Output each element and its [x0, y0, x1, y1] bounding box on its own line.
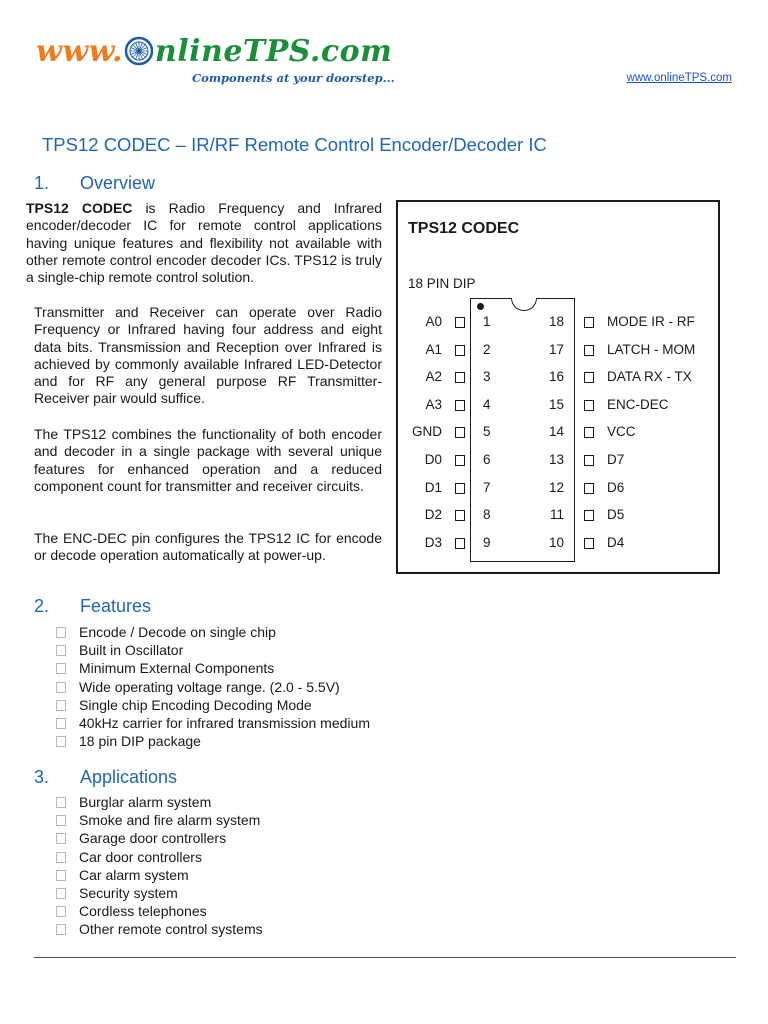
- bullet-box-icon: [56, 797, 66, 808]
- right-pin-square: [584, 538, 594, 549]
- right-pin-label: ENC-DEC: [607, 396, 669, 412]
- list-item: [56, 623, 370, 641]
- list-item-text: Smoke and fire alarm system: [79, 812, 261, 829]
- list-item: [56, 678, 370, 696]
- features-heading: [34, 596, 151, 617]
- list-item-text: Built in Oscillator: [79, 642, 184, 659]
- bullet-box-icon: [56, 700, 66, 711]
- right-pin-number: 12: [548, 479, 564, 495]
- list-item-text: Wide operating voltage range. (2.0 - 5.5V): [79, 678, 340, 695]
- bullet-box-icon: [56, 870, 66, 881]
- left-pin-number: 6: [483, 452, 491, 467]
- left-pin-number: 4: [483, 396, 491, 412]
- features-number: 2.: [34, 596, 50, 616]
- left-pin-square: [455, 345, 465, 356]
- list-item-text: Car alarm system: [79, 866, 189, 883]
- footer-divider: [34, 957, 736, 958]
- list-item-text: Garage door controllers: [79, 830, 227, 847]
- list-item: [56, 848, 263, 866]
- left-pin-square: [455, 372, 465, 383]
- right-pin-square: [584, 372, 594, 383]
- overview-paragraph-2: Transmitter and Receiver can operate over Radio Frequency or Infrared having four address and eight data bits. Transmission and Reception over Infrared is achieved by commonly available Infrared LED-Detector and for RF any general purpose RF Transmitter-Receiver pair would suffice.: [34, 304, 382, 407]
- left-pin-number: 8: [483, 507, 491, 523]
- list-item: [56, 829, 263, 847]
- overview-paragraph-4: The ENC-DEC pin configures the TPS12 IC for encode or decode operation automatically at power-up.: [34, 530, 382, 564]
- overview-heading: [34, 173, 155, 194]
- overview-paragraph-1-text: is Radio Frequency and Infrared encoder/decoder IC for remote control applications having unique features and flexibility not available with other remote control encoder decoder ICs. TPS12 is truly a single-chip remote control solution.: [26, 200, 383, 286]
- right-pin-square: [584, 400, 594, 411]
- right-pin-number: 11: [549, 507, 564, 523]
- product-name: TPS12 CODEC: [26, 200, 133, 216]
- logo-suffix: .com: [309, 34, 393, 69]
- left-pin-number: 2: [483, 341, 491, 357]
- right-pin-number: 13: [548, 452, 564, 467]
- left-pin-square: [455, 455, 465, 466]
- right-pin-number: 16: [548, 369, 564, 385]
- left-pin-label: D3: [424, 534, 442, 550]
- bullet-box-icon: [56, 833, 66, 844]
- left-pin-square: [455, 538, 465, 549]
- left-pin-label: A3: [425, 396, 442, 412]
- list-item: [56, 659, 370, 677]
- bullet-box-icon: [56, 663, 66, 674]
- site-logo[interactable]: [36, 30, 396, 92]
- left-pin-number: 1: [483, 314, 491, 329]
- list-item-text: Cordless telephones: [79, 903, 207, 920]
- left-pin-number: 5: [483, 424, 491, 440]
- website-link[interactable]: www.onlineTPS.com: [626, 72, 732, 84]
- left-pin-label: GND: [412, 424, 442, 440]
- list-item-text: Encode / Decode on single chip: [79, 624, 276, 640]
- overview-paragraph-1: [26, 200, 382, 286]
- left-pin-square: [455, 483, 465, 494]
- bullet-box-icon: [56, 924, 66, 935]
- pin1-marker-dot: [477, 303, 484, 310]
- right-pin-number: 17: [548, 341, 564, 357]
- list-item-text: 18 pin DIP package: [79, 733, 201, 750]
- applications-title: Applications: [80, 767, 178, 787]
- right-pin-label: D7: [607, 452, 625, 467]
- right-pin-number: 14: [548, 424, 564, 440]
- bullet-box-icon: [56, 736, 66, 747]
- left-pin-label: D1: [424, 479, 442, 495]
- left-pin-number: 7: [483, 479, 491, 495]
- right-pin-label: MODE IR - RF: [607, 314, 695, 329]
- pinout-package: 18 PIN DIP: [408, 276, 476, 291]
- overview-title: Overview: [80, 173, 156, 193]
- bullet-box-icon: [56, 852, 66, 863]
- features-list: [56, 623, 370, 750]
- left-pin-label: D2: [424, 507, 442, 523]
- left-pin-label: D0: [424, 452, 442, 467]
- right-pin-label: D4: [607, 534, 625, 550]
- bullet-box-icon: [56, 888, 66, 899]
- list-item: [56, 714, 370, 732]
- right-pin-label: LATCH - MOM: [607, 341, 696, 357]
- bullet-box-icon: [56, 906, 66, 917]
- right-pin-label: DATA RX - TX: [607, 369, 692, 385]
- left-pin-number: 9: [483, 534, 491, 550]
- right-pin-label: D5: [607, 507, 625, 523]
- chakra-icon: [124, 36, 154, 66]
- list-item: [56, 696, 370, 714]
- right-pin-number: 15: [548, 396, 564, 412]
- logo-name: nlineTPS: [154, 34, 310, 69]
- pinout-diagram: [396, 200, 720, 574]
- left-pin-label: A1: [425, 341, 442, 357]
- overview-paragraph-3: The TPS12 combines the functionality of both encoder and decoder in a single package with several unique features for enhanced operation and a reduced component count for transmitter and receiver circuits.: [34, 426, 382, 494]
- chip-notch: [511, 298, 537, 311]
- list-item-text: Single chip Encoding Decoding Mode: [79, 696, 312, 713]
- list-item-text: 40kHz carrier for infrared transmission medium: [79, 714, 370, 731]
- logo-prefix: www.: [36, 34, 123, 69]
- list-item: [56, 793, 263, 811]
- right-pin-square: [584, 455, 594, 466]
- list-item-text: Burglar alarm system: [79, 794, 212, 810]
- logo-tagline: Components at your doorstep...: [192, 71, 395, 85]
- list-item-text: Minimum External Components: [79, 660, 275, 677]
- overview-number: 1.: [34, 173, 50, 193]
- list-item: [56, 866, 263, 884]
- bullet-box-icon: [56, 645, 66, 656]
- right-pin-number: 10: [548, 534, 564, 550]
- bullet-box-icon: [56, 627, 66, 638]
- list-item-text: Other remote control systems: [79, 921, 263, 938]
- right-pin-square: [584, 427, 594, 438]
- bullet-box-icon: [56, 815, 66, 826]
- applications-heading: [34, 767, 177, 788]
- bullet-box-icon: [56, 682, 66, 693]
- list-item-text: Car door controllers: [79, 848, 202, 865]
- left-pin-square: [455, 317, 465, 328]
- left-pin-square: [455, 400, 465, 411]
- applications-list: [56, 793, 263, 939]
- right-pin-label: VCC: [607, 424, 636, 440]
- right-pin-label: D6: [607, 479, 625, 495]
- left-pin-square: [455, 510, 465, 521]
- list-item: [56, 732, 370, 750]
- right-pin-square: [584, 510, 594, 521]
- right-pin-number: 18: [548, 314, 564, 329]
- list-item: [56, 811, 263, 829]
- document-title: TPS12 CODEC – IR/RF Remote Control Encoder/Decoder IC: [42, 134, 547, 155]
- features-title: Features: [80, 596, 152, 616]
- logo-wordmark: [36, 34, 392, 69]
- list-item: [56, 884, 263, 902]
- right-pin-square: [584, 345, 594, 356]
- left-pin-square: [455, 427, 465, 438]
- list-item: [56, 920, 263, 938]
- left-pin-number: 3: [483, 369, 491, 385]
- pinout-title: TPS12 CODEC: [408, 220, 520, 237]
- left-pin-label: A2: [425, 369, 442, 385]
- right-pin-square: [584, 483, 594, 494]
- right-pin-square: [584, 317, 594, 328]
- list-item: [56, 902, 263, 920]
- left-pin-label: A0: [425, 314, 442, 329]
- bullet-box-icon: [56, 718, 66, 729]
- list-item-text: Security system: [79, 884, 178, 901]
- list-item: [56, 641, 370, 659]
- applications-number: 3.: [34, 767, 50, 787]
